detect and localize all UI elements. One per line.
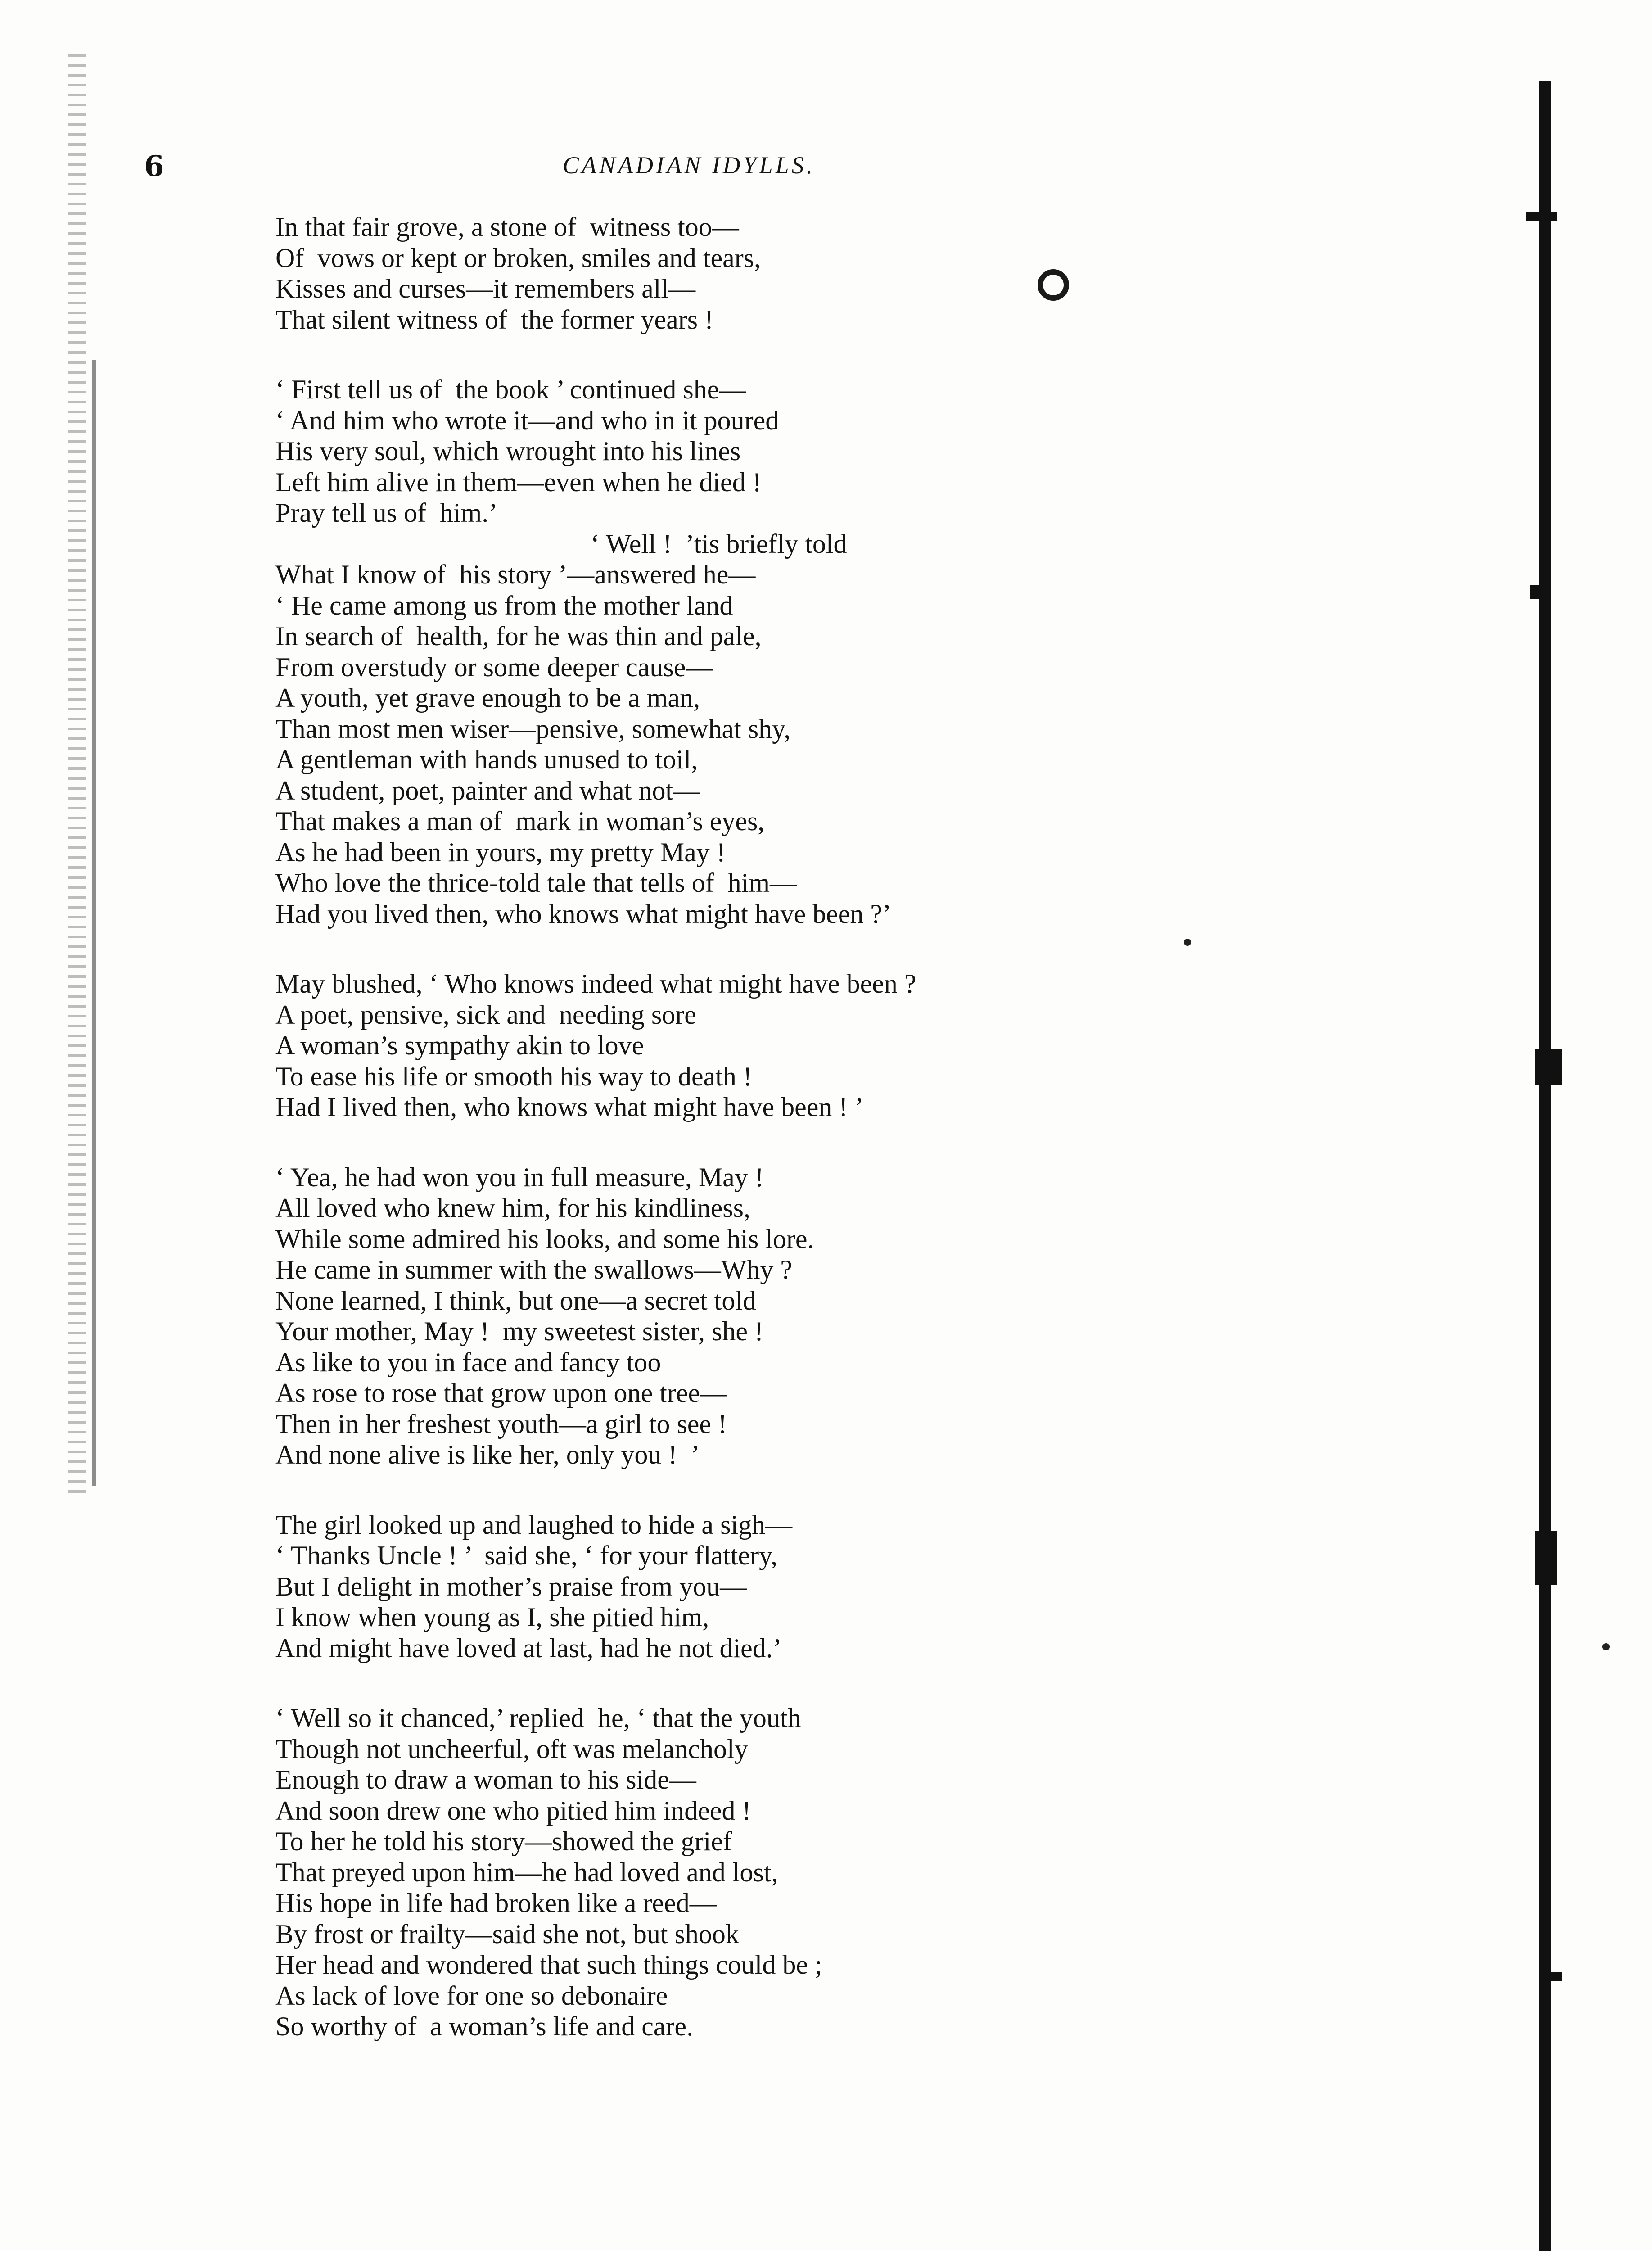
stanza — [275, 1703, 1491, 2042]
stanza — [275, 1510, 1491, 1664]
verse-line: That preyed upon him—he had loved and lost, — [275, 1857, 778, 1887]
spine-nub — [1526, 212, 1557, 221]
verse-line: ‘ He came among us from the mother land — [275, 590, 733, 620]
verse-line: Left him alive in them—even when he died ! — [275, 467, 762, 497]
verse-line: Enough to draw a woman to his side— — [275, 1765, 696, 1794]
verse-line: Of vows or kept or broken, smiles and tears, — [275, 243, 761, 273]
verse-line: ‘ First tell us of the book ’ continued she— — [275, 375, 746, 404]
verse-line: As he had been in yours, my pretty May ! — [275, 837, 726, 867]
scan-edge-line — [92, 360, 96, 1486]
verse-line: Had I lived then, who knows what might have been ! ’ — [275, 1092, 864, 1122]
verse-line: From overstudy or some deeper cause— — [275, 652, 713, 682]
verse-line: A youth, yet grave enough to be a man, — [275, 683, 700, 713]
verse-line: In that fair grove, a stone of witness too— — [275, 212, 739, 242]
verse-line: ‘ Thanks Uncle ! ’ said she, ‘ for your flattery, — [275, 1541, 778, 1570]
verse-line: Then in her freshest youth—a girl to see ! — [275, 1409, 727, 1439]
verse-line: May blushed, ‘ Who knows indeed what might have been ? — [275, 969, 916, 999]
verse-line: A student, poet, painter and what not— — [275, 775, 700, 805]
verse-line: Kisses and curses—it remembers all— — [275, 274, 696, 303]
verse-line: But I delight in mother’s praise from you— — [275, 1571, 747, 1601]
stanza — [275, 1162, 1491, 1470]
verse-line: Her head and wondered that such things could be ; — [275, 1950, 822, 1980]
spine-nub — [1548, 1972, 1562, 1981]
ink-speck — [1602, 1643, 1610, 1650]
verse-line: The girl looked up and laughed to hide a sigh— — [275, 1510, 793, 1540]
verse-line: In search of health, for he was thin and pale, — [275, 621, 762, 651]
verse-line: A gentleman with hands unused to toil, — [275, 745, 698, 774]
verse-line: Who love the thrice-told tale that tells of him— — [275, 868, 797, 898]
verse-line: ‘ Well so it chanced,’ replied he, ‘ that the youth — [275, 1703, 801, 1733]
verse-line: To her he told his story—showed the grief — [275, 1826, 732, 1856]
spine-nub — [1530, 585, 1548, 599]
verse-line: As like to you in face and fancy too — [275, 1347, 661, 1377]
verse-line: To ease his life or smooth his way to death ! — [275, 1061, 752, 1091]
verse-line: Though not uncheerful, oft was melancholy — [275, 1734, 748, 1764]
verse-line: And might have loved at last, had he not died.’ — [275, 1633, 782, 1663]
stanza — [275, 212, 1491, 335]
spine-nub — [1535, 1531, 1557, 1585]
verse-line: Your mother, May ! my sweetest sister, she ! — [275, 1316, 763, 1346]
verse-line: His hope in life had broken like a reed— — [275, 1888, 717, 1918]
stanza — [275, 374, 1491, 929]
verse-line: Had you lived then, who knows what might have been ?’ — [275, 899, 892, 929]
page-number: 6 — [144, 149, 164, 183]
verse-line: While some admired his looks, and some his lore. — [275, 1224, 814, 1254]
verse-line: That silent witness of the former years ! — [275, 304, 714, 334]
verse-line: So worthy of a woman’s life and care. — [275, 2011, 694, 2041]
verse-line: What I know of his story ’—answered he— — [275, 560, 756, 589]
verse-line: And none alive is like her, only you ! ’ — [275, 1440, 700, 1469]
verse-line: All loved who knew him, for his kindliness, — [275, 1193, 750, 1223]
verse-line: ‘ And him who wrote it—and who in it poured — [275, 405, 779, 435]
stanza — [275, 968, 1491, 1123]
page-header — [144, 149, 1494, 190]
verse-line: Than most men wiser—pensive, somewhat shy, — [275, 714, 791, 744]
verse-line-indented: ‘ Well ! ’tis briefly told — [591, 529, 847, 559]
verse-line: Pray tell us of him.’ — [275, 498, 498, 528]
verse-line: As rose to rose that grow upon one tree— — [275, 1378, 727, 1408]
verse-line: He came in summer with the swallows—Why ? — [275, 1255, 793, 1284]
verse-line: ‘ Yea, he had won you in full measure, May ! — [275, 1162, 764, 1192]
verse-line: That makes a man of mark in woman’s eyes, — [275, 806, 765, 836]
verse-line: As lack of love for one so debonaire — [275, 1980, 668, 2011]
verse-line: None learned, I think, but one—a secret told — [275, 1285, 756, 1315]
book-spine-bar — [1539, 81, 1551, 2251]
scan-edge-left — [68, 54, 86, 1495]
poem-body — [275, 212, 1491, 2081]
verse-line: I know when young as I, she pitied him, — [275, 1602, 709, 1632]
verse-line: And soon drew one who pitied him indeed ! — [275, 1795, 751, 1826]
verse-line: His very soul, which wrought into his lines — [275, 436, 741, 466]
verse-line: A woman’s sympathy akin to love — [275, 1031, 644, 1060]
spine-nub — [1535, 1049, 1562, 1085]
running-head: CANADIAN IDYLLS. — [563, 152, 816, 179]
verse-line: A poet, pensive, sick and needing sore — [275, 999, 696, 1030]
verse-line: By frost or frailty—said she not, but shook — [275, 1919, 739, 1949]
